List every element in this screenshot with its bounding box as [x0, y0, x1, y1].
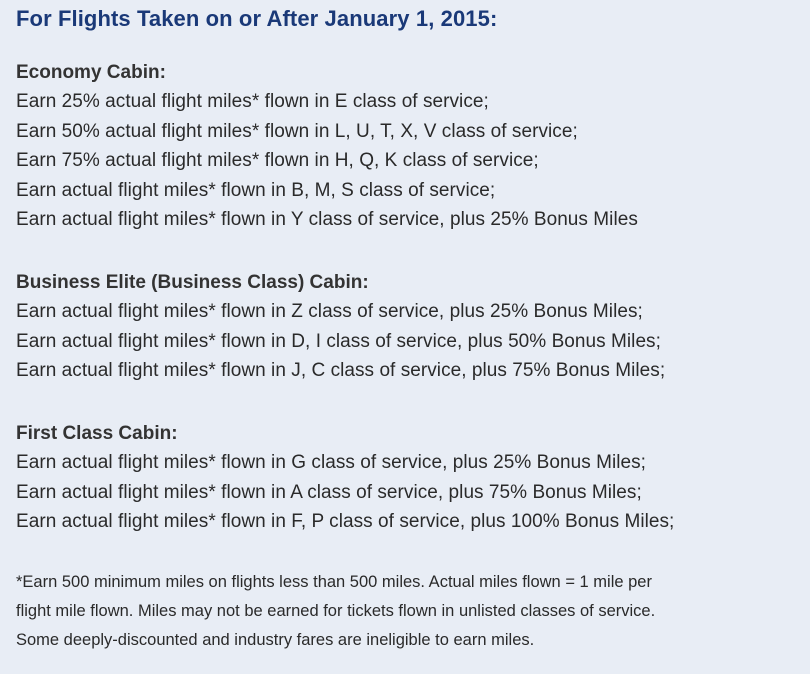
- page-title: For Flights Taken on or After January 1, 2015:: [16, 6, 498, 31]
- economy-line: Earn 50% actual flight miles* flown in L, U, T, X, V class of service;: [16, 121, 578, 142]
- business-line: Earn actual flight miles* flown in J, C class of service, plus 75% Bonus Miles;: [16, 360, 666, 381]
- economy-line: Earn actual flight miles* flown in Y class of service, plus 25% Bonus Miles: [16, 209, 638, 230]
- business-line: Earn actual flight miles* flown in D, I class of service, plus 50% Bonus Miles;: [16, 331, 661, 352]
- footnote-line: flight mile flown. Miles may not be earned for tickets flown in unlisted classes of service.: [16, 602, 656, 620]
- economy-line: Earn 75% actual flight miles* flown in H, Q, K class of service;: [16, 150, 539, 171]
- footnote-line: *Earn 500 minimum miles on flights less than 500 miles. Actual miles flown = 1 mile per: [16, 573, 652, 591]
- footnote-line: Some deeply-discounted and industry fares are ineligible to earn miles.: [16, 631, 535, 649]
- economy-line: Earn 25% actual flight miles* flown in E class of service;: [16, 91, 489, 112]
- economy-line: Earn actual flight miles* flown in B, M, S class of service;: [16, 180, 496, 201]
- first-class-cabin-heading: First Class Cabin:: [16, 423, 178, 444]
- business-line: Earn actual flight miles* flown in Z class of service, plus 25% Bonus Miles;: [16, 301, 643, 322]
- first-class-line: Earn actual flight miles* flown in G class of service, plus 25% Bonus Miles;: [16, 452, 647, 473]
- first-class-line: Earn actual flight miles* flown in F, P class of service, plus 100% Bonus Miles;: [16, 511, 675, 532]
- economy-cabin-heading: Economy Cabin:: [16, 62, 166, 83]
- first-class-line: Earn actual flight miles* flown in A class of service, plus 75% Bonus Miles;: [16, 482, 642, 503]
- business-cabin-heading: Business Elite (Business Class) Cabin:: [16, 272, 369, 293]
